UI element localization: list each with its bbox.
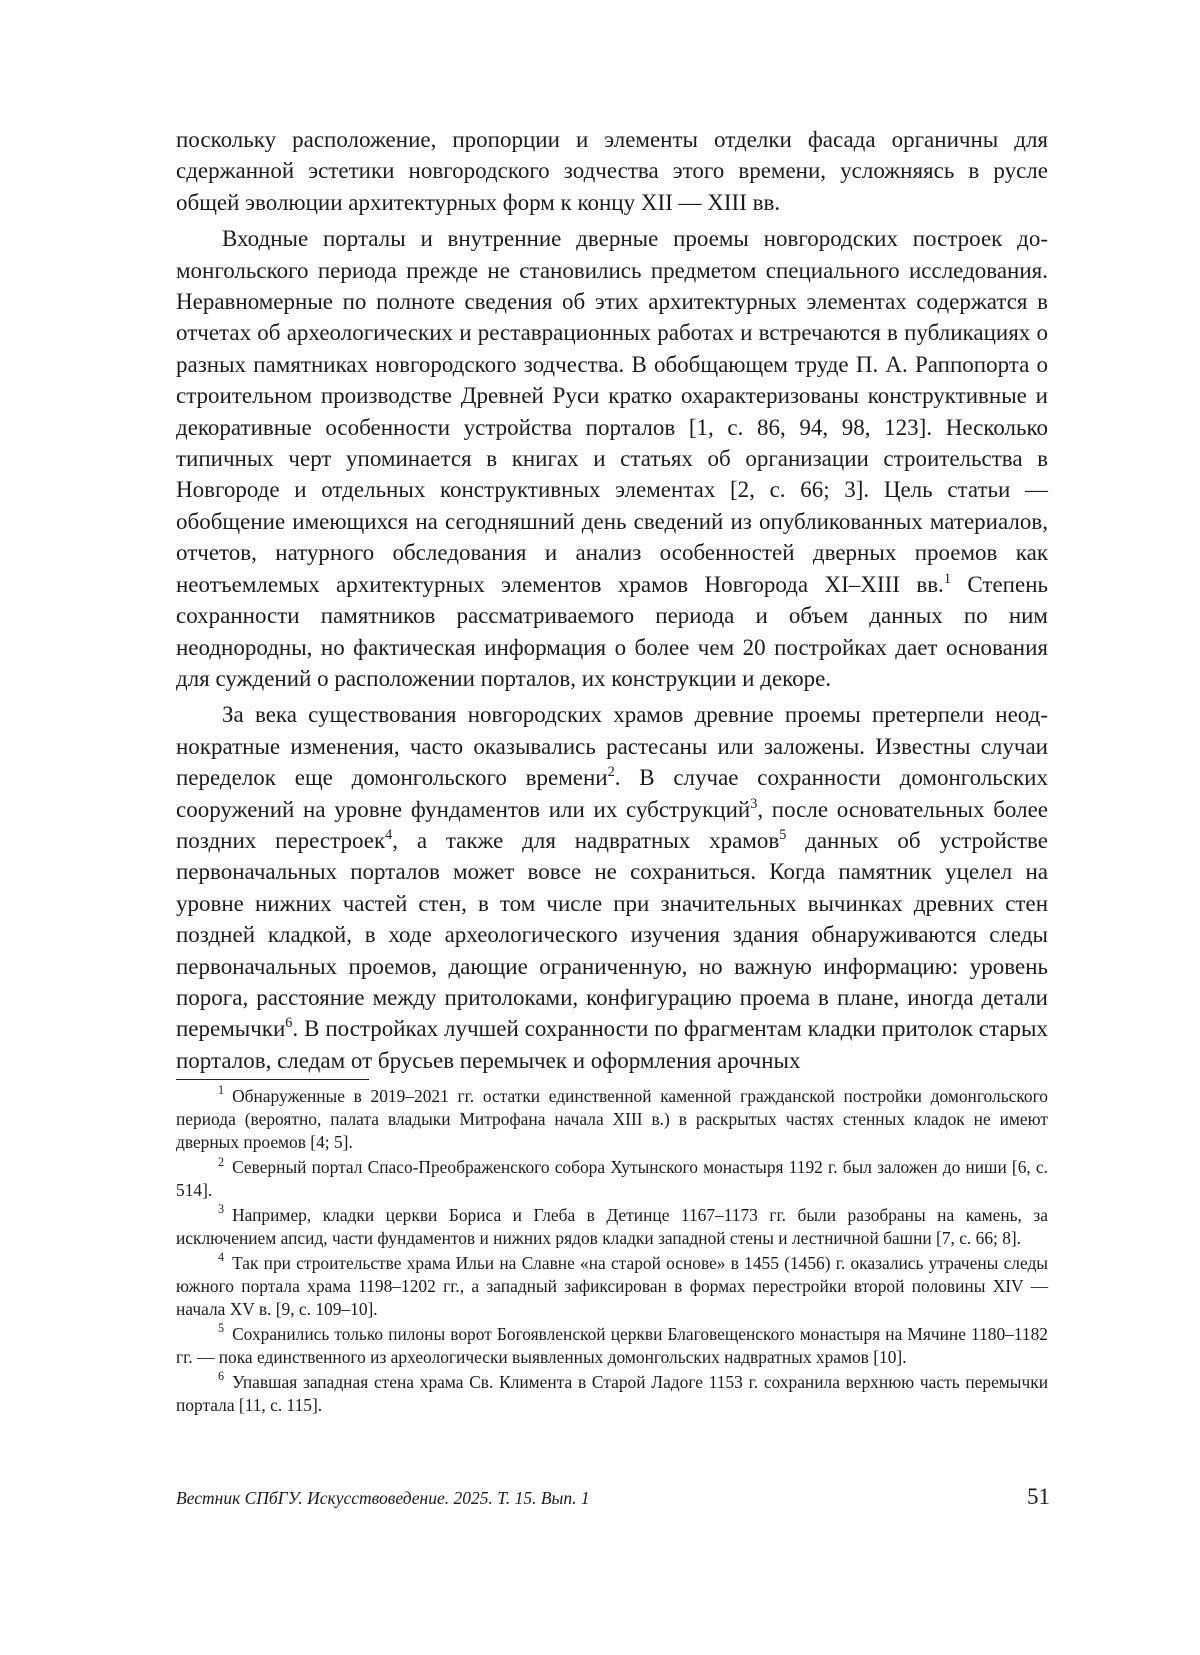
footnote-ref: 3 [750,795,758,812]
running-footer-journal: Вестник СПбГУ. Искусствоведение. 2025. Т. 15. Вып. 1 [176,1488,590,1508]
footnote-separator [176,1079,369,1080]
paragraph: поскольку расположение, пропорции и элементы отделки фасада органичны для сдержанной эстетики новгородского зодчества этого времени, усложняясь в русле общей эволюции архитектурных форм к концу XII — XIII вв. [176,127,1048,215]
footnote-number: 6 [218,1369,225,1384]
footnote-number: 1 [218,1083,225,1098]
footnote [176,1085,1048,1155]
footnote-ref: 4 [385,827,393,844]
paragraph: За века существования новгородских храмов древние проемы претерпели неоднократные изменения, часто оказывались растесаны или заложены. Известны случаи переделок еще домонгольского времени$^2$. В случае сохранности домонгольских сооружений на уровне фундаментов или их субструкций$^3$, после основательных более поздних перестроек$^4$, а также для надвратных храмов$^5$ данных об устройстве первоначальных порталов может вовсе не сохраниться. Когда памятник уцелел на уровне нижних частей стен, в том числе при значительных вычинках древних стен поздней кладкой, в ходе археологического изучения здания обнаруживаются следы первоначальных проемов, дающие ограниченную, но важную информацию: уровень порога, расстояние между притолоками, конфигурацию проема в плане, иногда детали перемычки$^6$. В постройках лучшей сохранности по фрагментам кладки притолок старых порталов, следам от брусьев перемычек и оформления арочных [176,702,1048,1073]
footnote-text: Упавшая западная стена храма Св. Климента в Старой Ладоге 1153 г. сохранила верхнюю часть перемычки портала [11, с. 115]. [176,1371,1048,1416]
footnote-text: Северный портал Спасо-Преображенского собора Хутынского монастыря 1192 г. был заложен до ниши [6, с. 514]. [176,1157,1048,1201]
footnote [176,1252,1048,1322]
footnote-number: 5 [218,1321,225,1336]
footnote [176,1323,1048,1369]
footnote-ref: 6 [285,1015,293,1032]
paragraph: Входные порталы и внутренние дверные проемы новгородских построек домонгольского периода прежде не становились предметом специального исследования. Неравномерные по полноте сведения об этих архитектурных элементах содержатся в отчетах об археологических и реставрационных работах и встречаются в публикациях о разных памятниках новгородского зодчества. В обобщающем труде П. А. Раппопорта о строительном производстве Древней Руси кратко охарактеризованы конструктивные и декоративные особенности устройства порталов [1, с. 86, 94, 98, 123]. Несколько типичных черт упоминается в книгах и статьях об организации строительства в Новгороде и отдельных конструктивных элементах [2, с. 66; 3]. Цель статьи — обобщение имеющихся на сегодняшний день сведений из опубликованных материалов, отчетов, натурного обследования и анализ особенностей дверных проемов как неотъемлемых архитектурных элементов храмов Новгорода XI–XIII вв.$^1$ Степень сохранности памятников рассматриваемого периода и объем данных по ним неоднородны, но фактическая информация о более чем 20 постройках дает основания для суждений о расположении порталов, их конструкции и декоре. [176,226,1048,691]
footnote-number: 4 [218,1250,225,1265]
footnotes [176,1085,1048,1419]
footnote-text: Сохранились только пилоны ворот Богоявленской церкви Благовещенского монастыря на Мячине 1180–1182 гг. — пока единственного из археологически выявленных домонгольских надвратных храмов [10]. [176,1324,1048,1368]
page-number: 51 [1027,1484,1050,1509]
footnote-ref: 1 [943,570,951,587]
footnote [176,1156,1048,1202]
footnote-text: Обнаруженные в 2019–2021 гг. остатки единственной каменной гражданской постройки домонгольского периода (вероятно, палата владыки Митрофана начала XIII в.) в раскрытых частях стенных кладок не имеют дверных проемов [4; 5]. [176,1086,1048,1153]
footnote-ref: 5 [779,827,787,844]
footnote-text: Так при строительстве храма Ильи на Славне «на старой основе» в 1455 (1456) г. оказались утрачены следы южного портала храма 1198–1202 гг., а западный зафиксирован в формах перестройки второй половины XIV — начала XV в. [9, с. 109–10]. [176,1252,1048,1320]
footnote-text: Например, кладки церкви Бориса и Глеба в Детинце 1167–1173 гг. были разобраны на камень, за исключением апсид, части фундаментов и нижних рядов кладки западной стены и лестничной башни [7, с. 66; 8]. [176,1205,1048,1249]
footnote-number: 3 [218,1202,225,1217]
footnote [176,1371,1048,1417]
footnote-ref: 2 [607,764,615,781]
main-text [176,124,1048,1076]
footnote-number: 2 [218,1154,225,1169]
footnote [176,1204,1048,1250]
